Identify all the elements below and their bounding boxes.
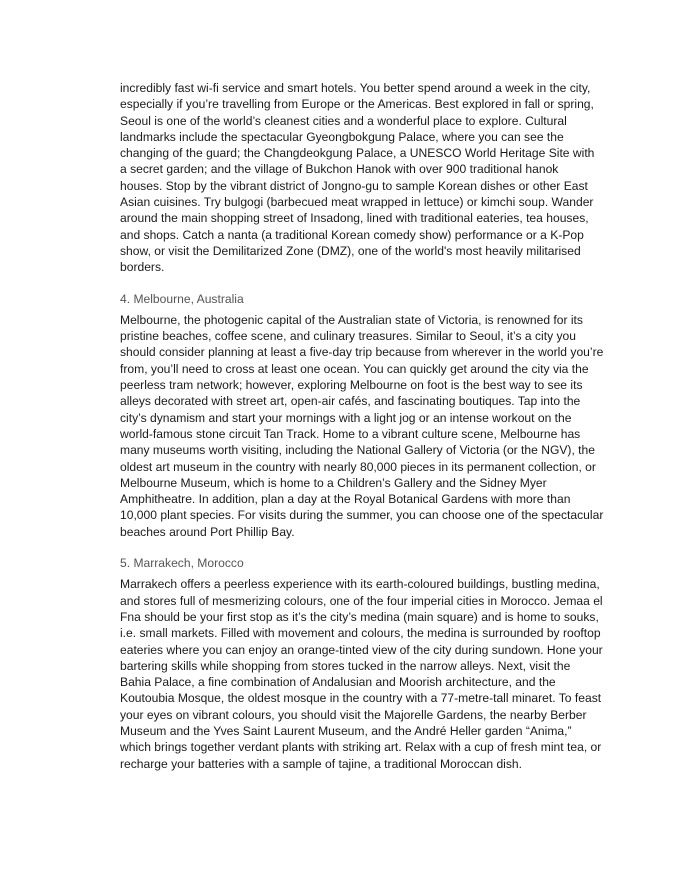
melbourne-heading: 4. Melbourne, Australia [120,291,244,306]
marrakech-heading: 5. Marrakech, Morocco [120,556,244,571]
marrakech-paragraph: Marrakech offers a peerless experience with its earth-coloured buildings, bustling medina, and stores full of mesmerizing colours, one of the four imperial cities in Morocco. Jemaa el Fna should be your first stop as it’s the city’s medina (main square) and is home to souks, i.e. small markets. Filled with movement and colours, the medina is surrounded by rooftop eateries where you can enjoy an orange-tinted view of the city during sundown. Hone your bartering skills while shopping from stores tucked in the narrow alleys. Next, visit the Bahia Palace, a fine combination of Andalusian and Moorish architecture, and the Koutoubia Mosque, the oldest mosque in the country with a 77-metre-tall minaret. To feast your eyes on vibrant colours, you should visit the Majorelle Gardens, the nearby Berber Museum and the Yves Saint Laurent Museum, and the André Heller garden “Anima,” which brings together verdant plants with striking art. Relax with a cup of fresh mint tea, or recharge your batteries with a sample of tajine, a traditional Moroccan dish. [120,577,603,771]
document-page [120,80,604,772]
seoul-paragraph: incredibly fast wi-fi service and smart hotels. You better spend around a week in the city, especially if you’re travelling from Europe or the Americas. Best explored in fall or spring, Seoul is one of the world’s cleanest cities and a wonderful place to explore. Cultural landmarks include the spectacular Gyeongbokgung Palace, where you can see the changing of the guard; the Changdeokgung Palace, a UNESCO World Heritage Site with a secret garden; and the village of Bukchon Hanok with over 900 traditional hanok houses. Stop by the vibrant district of Jongno-gu to sample Korean dishes or other East Asian cuisines. Try bulgogi (barbecued meat wrapped in lettuce) or kimchi soup. Wander around the main shopping street of Insadong, lined with traditional eateries, tea houses, and shops. Catch a nanta (a traditional Korean comedy show) performance or a K-Pop show, or visit the Demilitarized Zone (DMZ), one of the world's most heavily militarised borders. [120,81,595,275]
melbourne-paragraph: Melbourne, the photogenic capital of the Australian state of Victoria, is renowned for its pristine beaches, coffee scene, and culinary treasures. Similar to Seoul, it’s a city you should consider planning at least a five-day trip because from wherever in the world you’re from, you’ll need to cross at least one ocean. You can quickly get around the city via the peerless tram network; however, exploring Melbourne on foot is the best way to see its alleys decorated with street art, open-air cafés, and fascinating boutiques. Tap into the city’s dynamism and start your mornings with a light jog or an intense workout on the world-famous stone circuit Tan Track. Home to a vibrant culture scene, Melbourne has many museums worth visiting, including the National Gallery of Victoria (or the NGV), the oldest art museum in the country with nearly 80,000 pieces in its permanent collection, or Melbourne Museum, which is home to a Children’s Gallery and the Sidney Myer Amphitheatre. In addition, plan a day at the Royal Botanical Gardens with more than 10,000 plant species. For visits during the summer, you can choose one of the spectacular beaches around Port Phillip Bay. [120,312,604,539]
